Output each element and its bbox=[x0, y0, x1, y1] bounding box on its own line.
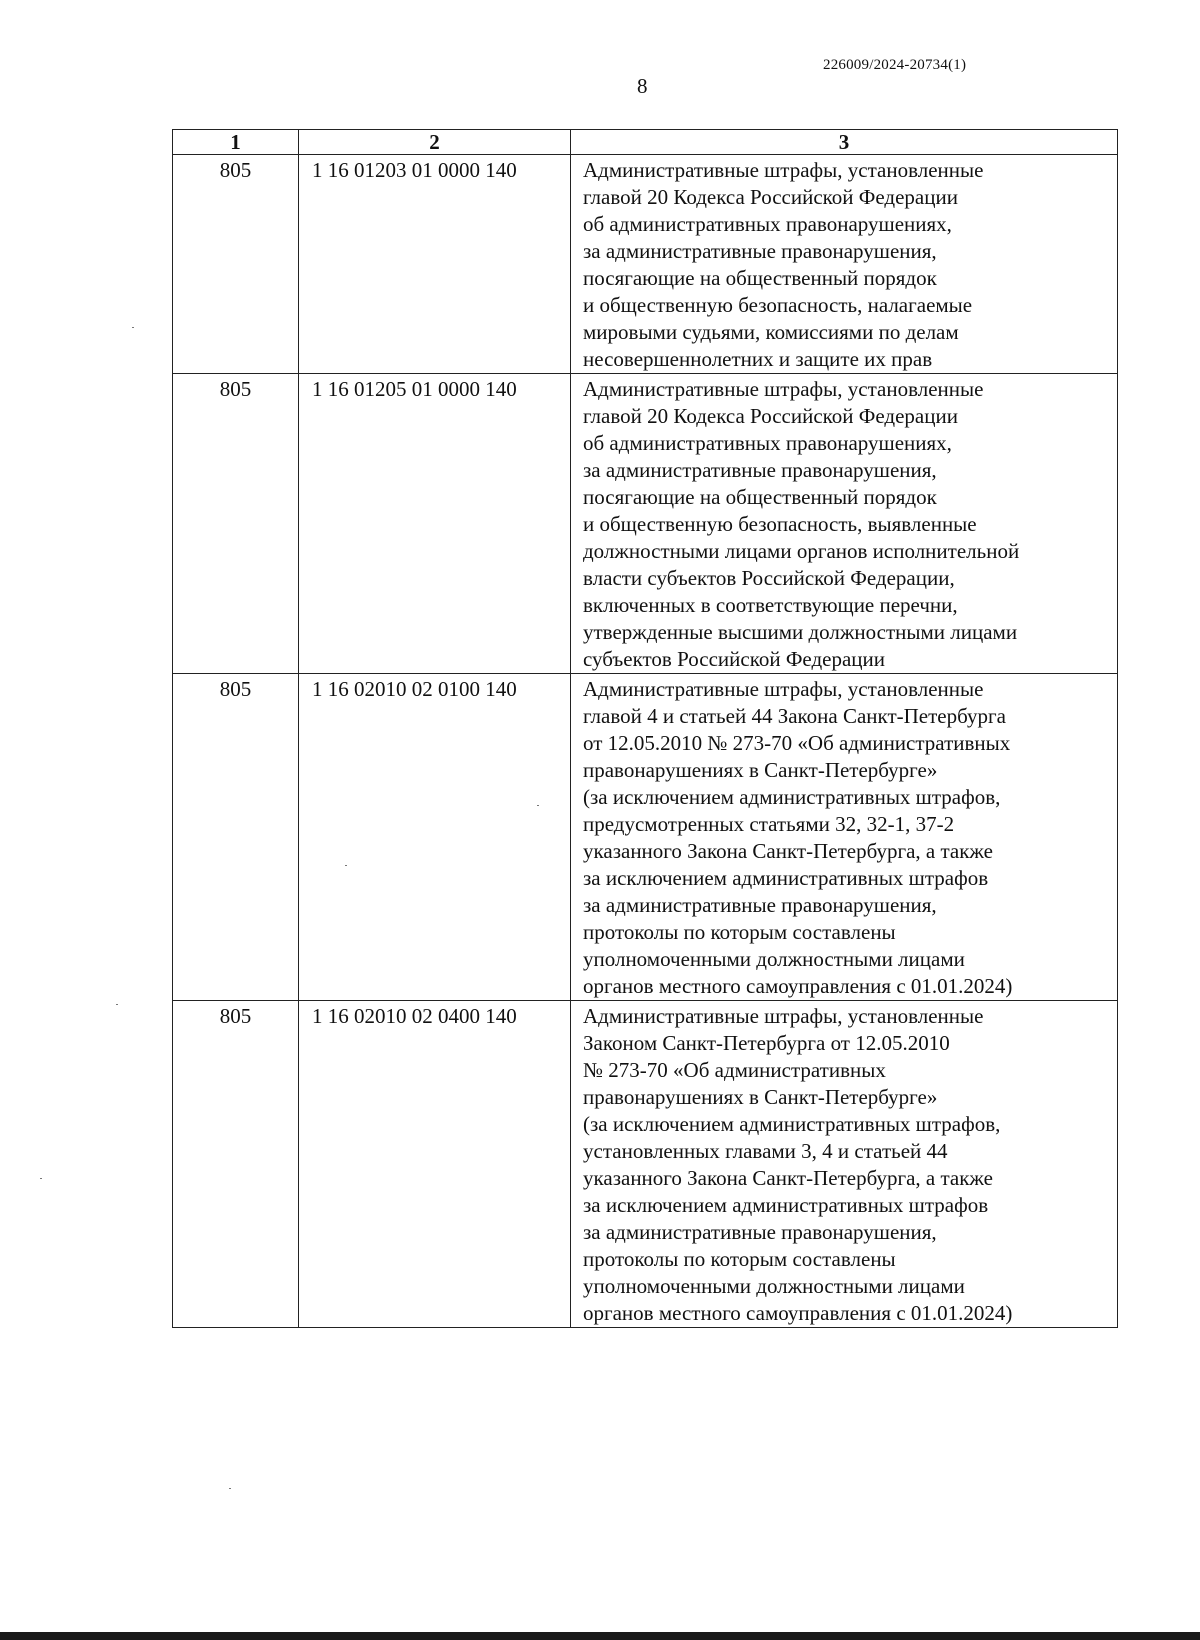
description-line: Административные штрафы, установленные bbox=[583, 158, 984, 182]
description-line: главой 4 и статьей 44 Закона Санкт-Петербурга bbox=[583, 704, 1006, 728]
description-line: органов местного самоуправления с 01.01.2024) bbox=[583, 1301, 1013, 1325]
column-header-3: 3 bbox=[571, 130, 1118, 155]
description-line: несовершеннолетних и защите их прав bbox=[583, 347, 933, 371]
description-line: органов местного самоуправления с 01.01.2024) bbox=[583, 974, 1013, 998]
description-line: главой 20 Кодекса Российской Федерации bbox=[583, 404, 958, 428]
description-line: уполномоченными должностными лицами bbox=[583, 1274, 965, 1298]
description-line: за исключением административных штрафов bbox=[583, 866, 989, 890]
description-line: посягающие на общественный порядок bbox=[583, 485, 937, 509]
description-line: установленных главами 3, 4 и статьей 44 bbox=[583, 1139, 948, 1163]
table-row bbox=[173, 674, 1118, 1001]
description-cell bbox=[571, 374, 1118, 674]
column-header-2: 2 bbox=[299, 130, 571, 155]
description-line: правонарушениях в Санкт-Петербурге» bbox=[583, 1085, 938, 1109]
budget-code-cell: 1 16 02010 02 0100 140 bbox=[299, 674, 571, 1001]
description-line: № 273-70 «Об административных bbox=[583, 1058, 886, 1082]
description-line: (за исключением административных штрафов, bbox=[583, 785, 1001, 809]
document-number: 226009/2024-20734(1) bbox=[823, 57, 967, 73]
description-line: (за исключением административных штрафов, bbox=[583, 1112, 1001, 1136]
description-line: мировыми судьями, комиссиями по делам bbox=[583, 320, 959, 344]
description-line: утвержденные высшими должностными лицами bbox=[583, 620, 1018, 644]
admin-code-cell: 805 bbox=[173, 155, 299, 374]
budget-code-cell: 1 16 01203 01 0000 140 bbox=[299, 155, 571, 374]
description-line: Административные штрафы, установленные bbox=[583, 1004, 984, 1028]
description-line: субъектов Российской Федерации bbox=[583, 647, 886, 671]
description-line: протоколы по которым составлены bbox=[583, 920, 896, 944]
description-line: Законом Санкт-Петербурга от 12.05.2010 bbox=[583, 1031, 950, 1055]
scan-speck bbox=[537, 805, 539, 806]
table-body bbox=[173, 155, 1118, 1328]
table-row bbox=[173, 1001, 1118, 1328]
description-line: власти субъектов Российской Федерации, bbox=[583, 566, 955, 590]
description-line: за исключением административных штрафов bbox=[583, 1193, 989, 1217]
admin-code-cell: 805 bbox=[173, 1001, 299, 1328]
description-line: уполномоченными должностными лицами bbox=[583, 947, 965, 971]
scan-speck bbox=[345, 865, 347, 866]
description-line: посягающие на общественный порядок bbox=[583, 266, 937, 290]
description-line: протоколы по которым составлены bbox=[583, 1247, 896, 1271]
description-line: Административные штрафы, установленные bbox=[583, 377, 984, 401]
description-line: за административные правонарушения, bbox=[583, 893, 937, 917]
description-cell bbox=[571, 674, 1118, 1001]
description-line: и общественную безопасность, выявленные bbox=[583, 512, 977, 536]
description-line: включенных в соответствующие перечни, bbox=[583, 593, 958, 617]
description-line: указанного Закона Санкт-Петербурга, а также bbox=[583, 1166, 993, 1190]
scan-speck bbox=[132, 327, 134, 328]
description-line: за административные правонарушения, bbox=[583, 458, 937, 482]
admin-code-cell: 805 bbox=[173, 374, 299, 674]
description-line: и общественную безопасность, налагаемые bbox=[583, 293, 973, 317]
table-row bbox=[173, 155, 1118, 374]
budget-codes-table bbox=[172, 129, 1118, 1328]
budget-code-cell: 1 16 01205 01 0000 140 bbox=[299, 374, 571, 674]
description-line: предусмотренных статьями 32, 32-1, 37-2 bbox=[583, 812, 955, 836]
description-line: за административные правонарушения, bbox=[583, 239, 937, 263]
column-header-1: 1 bbox=[173, 130, 299, 155]
description-line: указанного Закона Санкт-Петербурга, а также bbox=[583, 839, 993, 863]
description-line: главой 20 Кодекса Российской Федерации bbox=[583, 185, 958, 209]
table-header-row bbox=[173, 130, 1118, 155]
description-line: об административных правонарушениях, bbox=[583, 431, 952, 455]
description-cell bbox=[571, 155, 1118, 374]
description-line: правонарушениях в Санкт-Петербурге» bbox=[583, 758, 938, 782]
description-line: об административных правонарушениях, bbox=[583, 212, 952, 236]
page-number: 8 bbox=[637, 74, 648, 98]
scan-speck bbox=[40, 1178, 42, 1179]
budget-code-cell: 1 16 02010 02 0400 140 bbox=[299, 1001, 571, 1328]
admin-code-cell: 805 bbox=[173, 674, 299, 1001]
description-line: Административные штрафы, установленные bbox=[583, 677, 984, 701]
description-cell bbox=[571, 1001, 1118, 1328]
scan-speck bbox=[229, 1488, 231, 1489]
description-line: должностными лицами органов исполнительной bbox=[583, 539, 1020, 563]
description-line: за административные правонарушения, bbox=[583, 1220, 937, 1244]
scan-speck bbox=[116, 1004, 118, 1005]
scan-edge bbox=[0, 1632, 1200, 1640]
table-row bbox=[173, 374, 1118, 674]
description-line: от 12.05.2010 № 273-70 «Об административных bbox=[583, 731, 1011, 755]
